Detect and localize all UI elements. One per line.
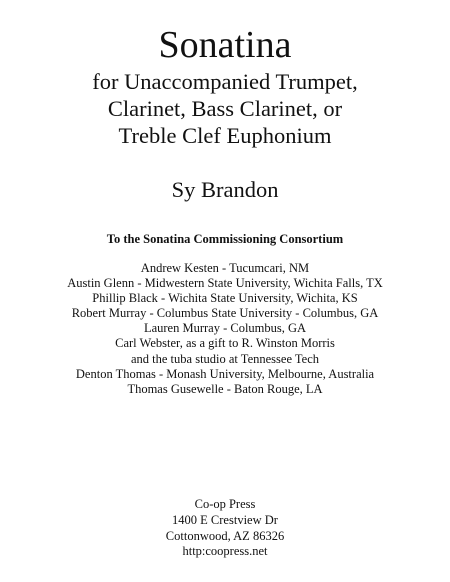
consortium-member: Lauren Murray - Columbus, GA	[143, 321, 307, 336]
publisher-street: 1400 E Crestview Dr	[172, 512, 278, 527]
consortium-member: Austin Glenn - Midwestern State University, Wichita Falls, TX	[67, 276, 383, 291]
consortium-member: Denton Thomas - Monash University, Melbourne, Australia	[75, 366, 375, 381]
consortium-list	[0, 261, 450, 397]
consortium-member: Carl Webster, as a gift to R. Winston Morris	[115, 336, 335, 351]
instrumentation-subtitle	[0, 68, 450, 149]
consortium-member: Phillip Black - Wichita State University, Wichita, KS	[92, 291, 358, 306]
piece-title: Sonatina	[158, 24, 292, 66]
publisher-block	[0, 497, 450, 560]
consortium-member: Robert Murray - Columbus State University - Columbus, GA	[71, 306, 379, 321]
subtitle-line: Treble Clef Euphonium	[118, 123, 332, 148]
subtitle-line: for Unaccompanied Trumpet,	[92, 69, 358, 94]
consortium-member: Andrew Kesten - Tucumcari, NM	[140, 261, 310, 275]
consortium-member: and the tuba studio at Tennessee Tech	[130, 351, 319, 366]
subtitle-line: Clarinet, Bass Clarinet, or	[107, 96, 343, 121]
publisher-name: Co-op Press	[194, 497, 256, 511]
publisher-web: http:coopress.net	[182, 544, 268, 559]
publisher-city: Cottonwood, AZ 86326	[165, 528, 285, 543]
composer-name: Sy Brandon	[171, 177, 279, 202]
consortium-member: Thomas Gusewelle - Baton Rouge, LA	[127, 381, 323, 396]
dedication-heading: To the Sonatina Commissioning Consortium	[106, 232, 344, 246]
